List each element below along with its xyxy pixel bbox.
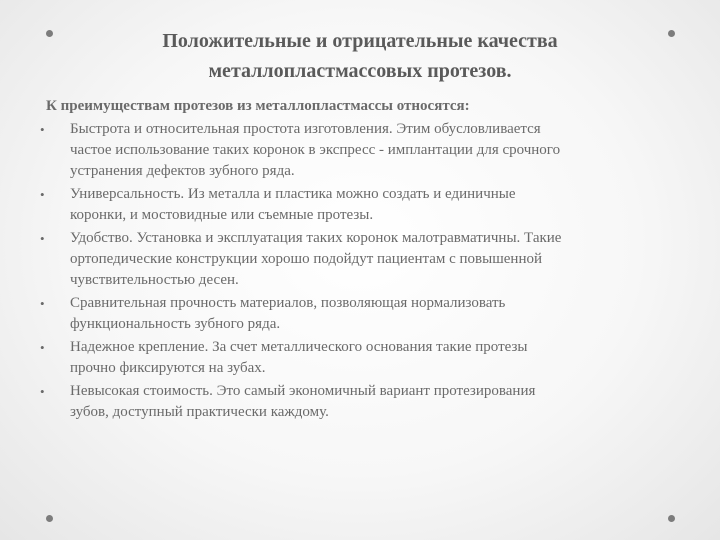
frame-dot-bottom-left <box>46 515 53 522</box>
list-item <box>36 381 676 423</box>
list-item-line: Универсальность. Из металла и пластика можно создать и единичные <box>70 186 516 202</box>
list-item-line: Сравнительная прочность материалов, позволяющая нормализовать <box>70 295 506 311</box>
list-item-line: функциональность зубного ряда. <box>70 316 281 332</box>
advantages-list <box>36 119 676 423</box>
list-item-line: Удобство. Установка и эксплуатация таких коронок малотравматичны. Такие <box>70 230 562 246</box>
list-item-line: чувствительностью десен. <box>70 272 239 288</box>
frame-dot-bottom-right <box>668 515 675 522</box>
bullet-icon: • <box>40 340 45 355</box>
list-item <box>36 119 676 182</box>
list-item-line: зубов, доступный практически каждому. <box>70 404 329 420</box>
frame-dot-top-right <box>668 30 675 37</box>
slide-title-line-2: металлопластмассовых протезов. <box>208 60 512 82</box>
bullet-icon: • <box>40 231 45 246</box>
list-item-line: Невысокая стоимость. Это самый экономичный вариант протезирования <box>70 383 536 399</box>
slide-title-line-1: Положительные и отрицательные качества <box>162 30 558 52</box>
list-item-line: ортопедические конструкции хорошо подойдут пациентам с повышенной <box>70 251 543 267</box>
list-item-line: Быстрота и относительная простота изготовления. Этим обусловливается <box>70 121 541 137</box>
slide-title <box>60 26 660 86</box>
list-item-line: устранения дефектов зубного ряда. <box>70 163 295 179</box>
list-item <box>36 184 676 226</box>
list-item-line: коронки, и мостовидные или съемные протезы. <box>70 207 374 223</box>
list-item <box>36 337 676 379</box>
bullet-icon: • <box>40 122 45 137</box>
list-item-line: Надежное крепление. За счет металлического основания такие протезы <box>70 339 528 355</box>
bullet-icon: • <box>40 296 45 311</box>
intro-heading: К преимуществам протезов из металлопластмассы относятся: <box>46 98 470 114</box>
list-item <box>36 293 676 335</box>
list-item-line: частое использование таких коронок в экспресс - имплантации для срочного <box>70 142 561 158</box>
list-item-line: прочно фиксируются на зубах. <box>70 360 266 376</box>
bullet-icon: • <box>40 384 45 399</box>
list-item <box>36 228 676 291</box>
frame-dot-top-left <box>46 30 53 37</box>
slide-content <box>36 96 676 425</box>
bullet-icon: • <box>40 187 45 202</box>
